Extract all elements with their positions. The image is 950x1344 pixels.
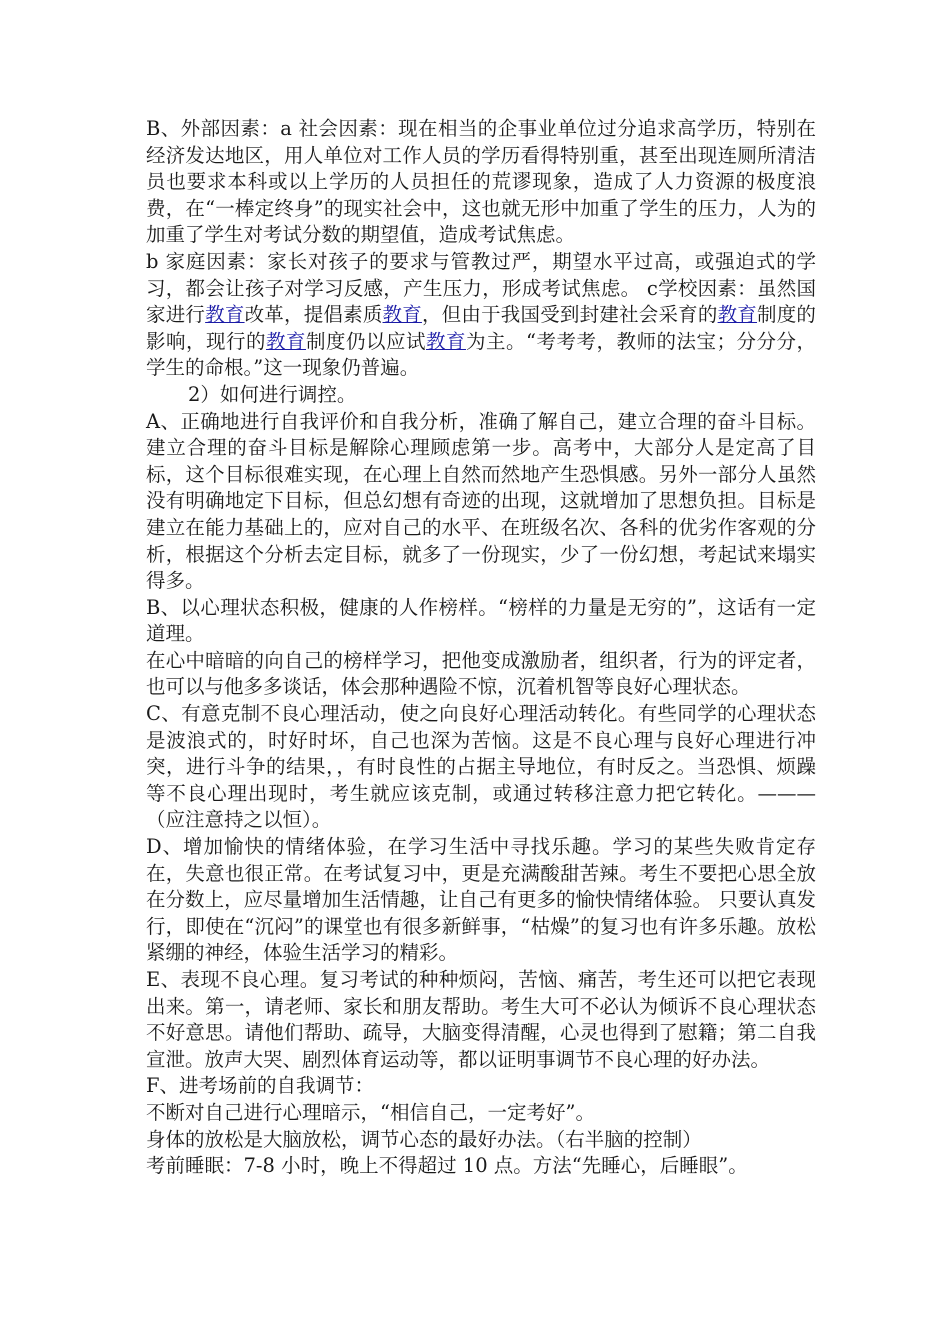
paragraph-f-body-relaxation: 身体的放松是大脑放松，调节心态的最好办法。（右半脑的控制） [146,1127,702,1151]
text-segment: b 家庭因素：家长对孩子的要求与管教过严，期望水平过高，或强迫式的学习，都会让孩子对学习反感，产生压力，形成考试焦虑。 c学校因素：虽然国家进行 [146,249,816,327]
paragraph-f-sleep: 考前睡眠：7-8 小时，晚上不得超过 10 点。方法“先睡心，后睡眼”。 [146,1154,748,1178]
text-segment: ，但由于我国受到封建社会采育的 [421,303,718,327]
text-segment: 制度仍以应试 [306,329,426,353]
paragraph-a-self-evaluation: A、正确地进行自我评价和自我分析，准确了解自己，建立合理的奋斗目标。建立合理的奋斗目标是解除心理顾虑第一步。高考中，大部分人是定高了目标，这个目标很难实现，在心理上自然而然地产生恐惧感。另外一部分人虽然没有明确地定下目标，但总幻想有奇迹的出现，这就增加了思想负担。目标是建立在能力基础上的，应对自己的水平、在班级名次、各科的优劣作客观的分析，根据这个分析去定目标，就多了一份现实，少了一份幻想，考起试来塌实得多。 [146,409,816,593]
section-heading-how-to-regulate: 2）如何进行调控。 [188,382,357,406]
paragraph-external-factors: B、外部因素：a 社会因素：现在相当的企事业单位过分追求高学历，特别在经济发达地区，用人单位对工作人员的学历看得特别重，甚至出现连厕所清洁员也要求本科或以上学历的人员担任的荒谬现象，造成了人力资源的极度浪费，在“一棒定终身”的现实社会中，这也就无形中加重了学生的压力，人为的加重了学生对考试分数的期望值，造成考试焦虑。 [146,117,816,247]
text-segment: 制度的影响，现行的 [146,303,816,353]
text-segment: 为主。“考考考，教师的法宝；分分分，学生的命根。”这一现象仍普遍。 [146,329,816,380]
paragraph-f-self-suggestion: 不断对自己进行心理暗示，“相信自己，一定考好”。 [146,1100,595,1124]
link-education-5[interactable]: 教育 [426,329,466,353]
paragraph-family-school-factors [146,249,816,382]
text-segment: 改革，提倡素质 [244,303,383,327]
paragraph-c-self-control: C、有意克制不良心理活动，使之向良好心理活动转化。有些同学的心理状态是波浪式的，时好时坏，自己也深为苦恼。这是不良心理与良好心理进行冲突，进行斗争的结果，，有时良性的占据主导地位，有时反之。当恐惧、烦躁等不良心理出现时，考生就应该克制，或通过转移注意力把它转化。———（应注意持之以恒）。 [146,702,816,832]
paragraph-e-express-feelings: E、表现不良心理。复习考试的种种烦闷，苦恼、痛苦，考生还可以把它表现出来。第一，请老师、家长和朋友帮助。考生大可不必认为倾诉不良心理状态不好意思。请他们帮助、疏导，大脑变得清醒，心灵也得到了慰籍；第二自我宣泄。放声大哭、剧烈体育运动等，都以证明事调节不良心理的好办法。 [146,968,816,1071]
paragraph-d-pleasant-emotions: D、增加愉快的情绪体验，在学习生活中寻找乐趣。学习的某些失败肯定存在，失意也很正常。在考试复习中，更是充满酸甜苦辣。考生不要把心思全放在分数上，应尽量增加生活情趣，让自己有更多的愉快情绪体验。 只要认真发行，即使在“沉闷”的课堂也有很多新鲜事，“枯燥”的复习也有许多乐趣。放松紧绷的神经，体验生活学习的精彩。 [146,835,816,965]
link-education-1[interactable]: 教育 [205,303,245,327]
link-education-4[interactable]: 教育 [266,329,306,353]
document-page [146,116,816,1180]
link-education-2[interactable]: 教育 [382,303,422,327]
paragraph-b-role-model-detail: 在心中暗暗的向自己的榜样学习，把他变成激励者，组织者，行为的评定者，也可以与他多多谈话，体会那种遇险不惊，沉着机智等良好心理状态。 [146,648,816,699]
paragraph-b-role-model: B、以心理状态积极，健康的人作榜样。“榜样的力量是无穷的”，这话有一定道理。 [146,595,816,646]
link-education-3[interactable]: 教育 [717,303,758,327]
paragraph-f-pre-exam-heading: F、进考场前的自我调节： [146,1074,375,1098]
